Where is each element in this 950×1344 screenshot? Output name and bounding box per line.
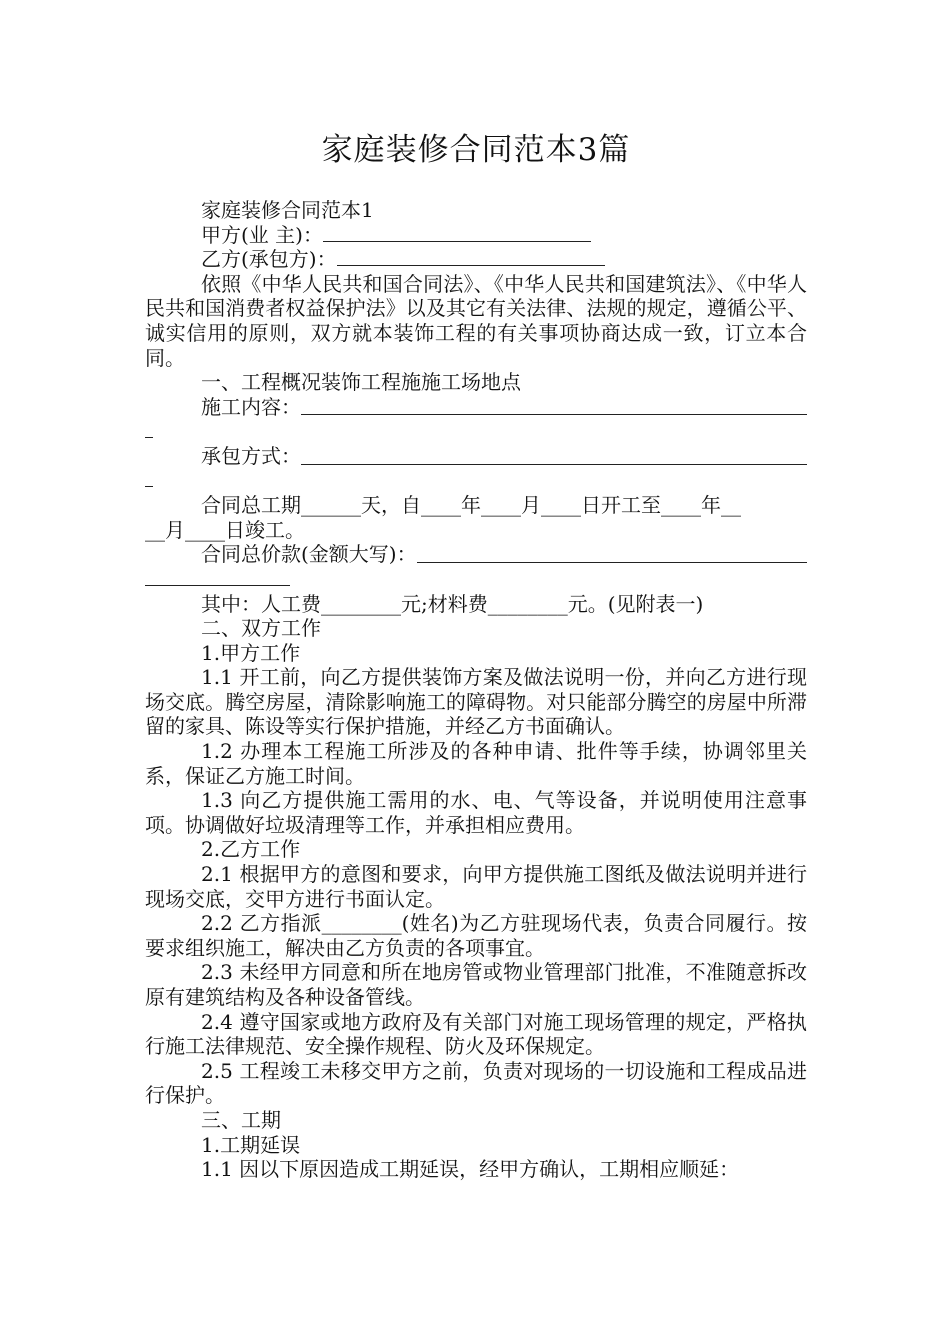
- contract-mode-blank: [301, 446, 807, 465]
- party-a-blank: [323, 223, 591, 242]
- clause-1-3: 1.3 向乙方提供施工需用的水、电、气等设备，并说明使用注意事项。协调做好垃圾清理等工作，并承担相应费用。: [145, 788, 807, 837]
- clause-1-1: 1.1 开工前，向乙方提供装饰方案及做法说明一份，并向乙方进行现场交底。腾空房屋，清除影响施工的障碍物。对只能部分腾空的房屋中所滞留的家具、陈设等实行保护措施，并经乙方书面确认。: [145, 665, 807, 739]
- total-price-line: [145, 542, 807, 567]
- party-a-work-heading: 1.甲方工作: [201, 640, 301, 665]
- construction-content-blank: [301, 396, 807, 415]
- section-1-heading: 一、工程概况装饰工程施施工场地点: [201, 370, 521, 395]
- party-b-line: [145, 247, 807, 272]
- delay-clause-1-1: 1.1 因以下原因造成工期延误，经甲方确认，工期相应顺延：: [201, 1157, 740, 1182]
- party-a-line: [145, 223, 807, 248]
- section-3-heading: 三、工期: [201, 1107, 281, 1132]
- construction-content-label: 施工内容：: [201, 394, 301, 419]
- clause-2-2: 2.2 乙方指派________(姓名)为乙方驻现场代表，负责合同履行。按要求组织施工，解决由乙方负责的各项事宜。: [145, 911, 807, 960]
- contract-mode-label: 承包方式：: [201, 443, 301, 468]
- contract-page: [145, 128, 807, 1182]
- clause-2-5: 2.5 工程竣工未移交甲方之前，负责对现场的一切设施和工程成品进行保护。: [145, 1058, 807, 1108]
- cost-breakdown-line: 其中：人工费________元;材料费________元。(见附表一): [201, 591, 704, 616]
- intro-paragraph: 依照《中华人民共和国合同法》、《中华人民共和国建筑法》、《中华人民共和国消费者权益保护法》以及其它有关法律、法规的规定，遵循公平、诚实信用的原则，双方就本装饰工程的有关事项协商达成一致，订立本合同。: [145, 271, 807, 370]
- construction-content-line: [145, 395, 807, 420]
- party-b-label: 乙方(承包方)：: [201, 247, 337, 272]
- total-price-tail: [145, 567, 807, 592]
- party-b-blank: [337, 247, 605, 266]
- party-b-work-heading: 2.乙方工作: [201, 837, 301, 862]
- section-2-heading: 二、双方工作: [201, 616, 321, 641]
- clause-2-1: 2.1 根据甲方的意图和要求，向甲方提供施工图纸及做法说明并进行现场交底，交甲方进行书面认定。: [145, 862, 807, 911]
- contract-mode-tail: [145, 469, 807, 494]
- total-price-blank: [417, 544, 807, 563]
- contract-mode-line: [145, 444, 807, 469]
- contract-subtitle: 家庭装修合同范本1: [201, 198, 374, 222]
- clause-2-3: 2.3 未经甲方同意和所在地房管或物业管理部门批准，不准随意拆改原有建筑结构及各种设备管线。: [145, 960, 807, 1009]
- total-price-label: 合同总价款(金额大写)：: [201, 542, 417, 567]
- clause-1-2: 1.2 办理本工程施工所涉及的各种申请、批件等手续，协调邻里关系，保证乙方施工时间。: [145, 739, 807, 788]
- period-line-2: __月____日竣工。: [145, 517, 305, 542]
- party-a-label: 甲方(业 主)：: [201, 222, 323, 247]
- document-title: 家庭装修合同范本3篇: [321, 132, 631, 168]
- construction-content-tail: [145, 419, 807, 444]
- clause-2-4: 2.4 遵守国家或地方政府及有关部门对施工现场管理的规定，严格执行施工法律规范、安全操作规程、防火及环保规定。: [145, 1009, 807, 1059]
- delay-heading: 1.工期延误: [201, 1132, 301, 1157]
- period-line-1: 合同总工期______天，自____年____月____日开工至____年__: [201, 493, 741, 518]
